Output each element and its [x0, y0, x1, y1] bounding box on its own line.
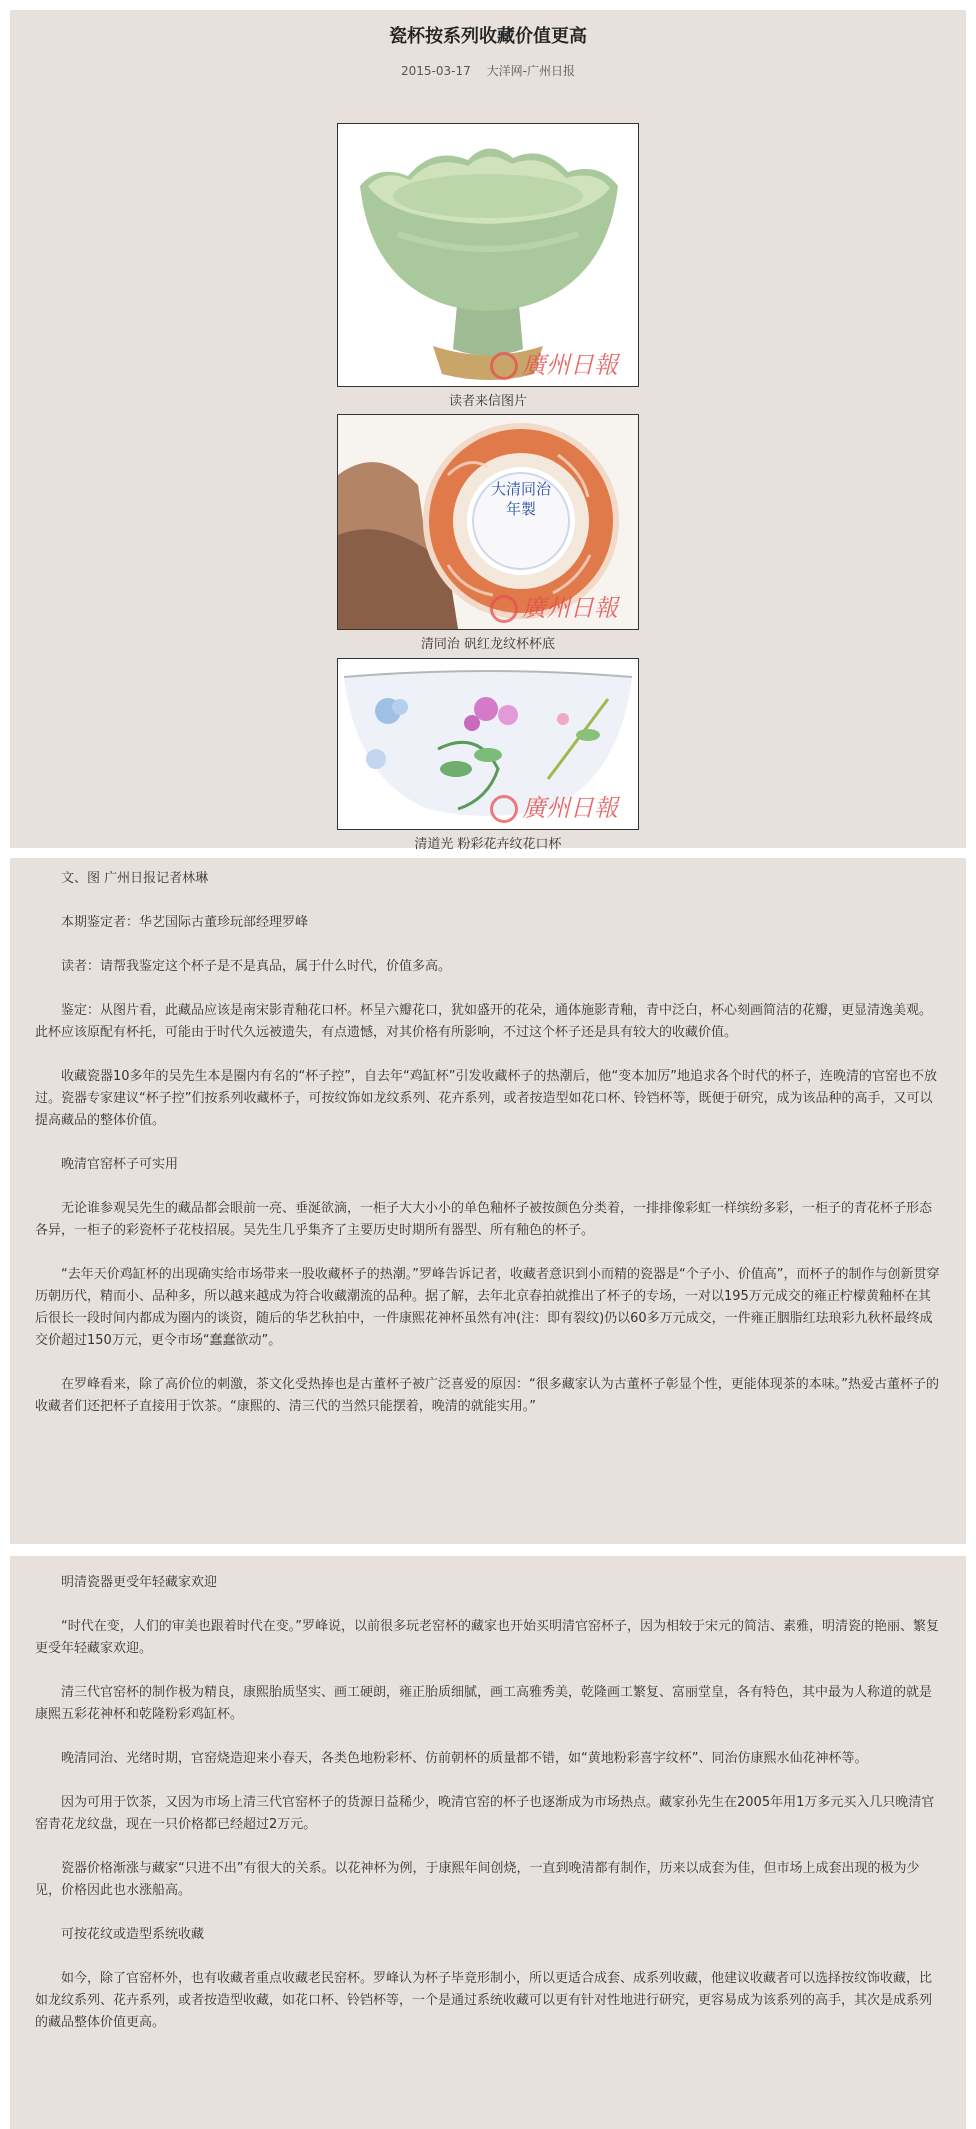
expert-line: 本期鉴定者：华艺国际古董珍玩部经理罗峰 — [61, 915, 309, 930]
article-body-1 — [35, 868, 941, 1440]
figure-3-caption: 清道光 粉彩花卉纹花口杯 — [414, 837, 562, 852]
figure-1 — [337, 123, 639, 409]
paragraph: “时代在变，人们的审美也跟着时代在变。”罗峰说，以前很多玩老窑杯的藏家也开始买明清官窑杯子，因为相较于宋元的简洁、素雅，明清瓷的艳丽、繁复更受年轻藏家欢迎。 — [35, 1619, 939, 1656]
paragraph: 清三代官窑杯的制作极为精良，康熙胎质坚实、画工硬朗，雍正胎质细腻，画工高雅秀美，乾隆画工繁复、富丽堂皇，各有特色，其中最为人称道的就是康熙五彩花神杯和乾隆粉彩鸡缸杯。 — [35, 1685, 933, 1722]
cup-photo-celadon[interactable] — [337, 123, 639, 387]
figure-3 — [337, 658, 639, 852]
article-date: 2015-03-17 — [401, 64, 471, 78]
figure-2 — [337, 414, 639, 652]
article-body-2 — [35, 1572, 941, 2056]
article-title: 瓷杯按系列收藏价值更高 — [389, 26, 587, 47]
watermark: 廣州日報 — [490, 788, 618, 824]
paragraph: 无论谁参观吴先生的藏品都会眼前一亮、垂涎欲滴，一柜子大大小小的单色釉杯子被按颜色分类着，一排排像彩虹一样缤纷多彩，一柜子的青花杯子形态各异，一柜子的彩瓷杯子花枝招展。吴先生几乎集齐了主要历史时期所有器型、所有釉色的杯子。 — [35, 1201, 933, 1238]
article-meta — [10, 62, 966, 79]
appraisal-paragraph: 鉴定：从图片看，此藏品应该是南宋影青釉花口杯。杯呈六瓣花口，犹如盛开的花朵，通体施影青釉，青中泛白，杯心刻画简洁的花瓣，更显清逸美观。此杯应该原配有杯托，可能由于时代久远被遗失，有点遗憾，对其价格有所影响，不过这个杯子还是具有较大的收藏价值。 — [35, 1003, 933, 1040]
paragraph: “去年天价鸡缸杯的出现确实给市场带来一股收藏杯子的热潮。”罗峰告诉记者，收藏者意识到小而精的瓷器是“个子小、价值高”，而杯子的制作与创新贯穿历朝历代，精而小、品种多，所以越来越成为符合收藏潮流的品种。据了解，去年北京春拍就推出了杯子的专场，一对以195万元成交的雍正柠檬黄釉杯在其后很长一段时间内都成为圈内的谈资，随后的华艺秋拍中，一件康熙花神杯虽然有冲(注：即有裂纹)仍以60多万元成交，一件雍正胭脂红珐琅彩九秋杯最终成交价超过150万元，更令市场“蠢蠢欲动”。 — [35, 1267, 940, 1348]
article-source: 大洋网-广州日报 — [486, 64, 575, 78]
paragraph: 如今，除了官窑杯外，也有收藏者重点收藏老民窑杯。罗峰认为杯子毕竟形制小，所以更适合成套、成系列收藏，他建议收藏者可以选择按纹饰收藏，比如龙纹系列、花卉系列，或者按造型收藏，如花口杯、铃铛杯等，一个是通过系统收藏可以更有针对性地进行研究，更容易成为该系列的高手，其次是成系列的藏品整体价值更高。 — [35, 1971, 933, 2030]
reign-mark: 大清同治年製 — [490, 480, 551, 518]
subheading-late-qing: 晚清官窑杯子可实用 — [61, 1157, 179, 1172]
cup-photo-base[interactable] — [337, 414, 639, 630]
article-header-panel — [10, 10, 966, 852]
cup-photo-famille-rose[interactable] — [337, 658, 639, 830]
subheading-ming-qing: 明清瓷器更受年轻藏家欢迎 — [61, 1575, 218, 1590]
paragraph: 在罗峰看来，除了高价位的刺激，茶文化受热捧也是古董杯子被广泛喜爱的原因：“很多藏家认为古董杯子彰显个性，更能体现茶的本味。”热爱古董杯子的收藏者们还把杯子直接用于饮茶。“康熙的、清三代的当然只能摆着，晚清的就能实用。” — [35, 1377, 939, 1414]
watermark: 廣州日報 — [490, 588, 618, 624]
paragraph: 晚清同治、光绪时期，官窑烧造迎来小春天，各类色地粉彩杯、仿前朝杯的质量都不错，如“黄地粉彩喜字纹杯”、同治仿康熙水仙花神杯等。 — [61, 1751, 868, 1766]
subheading-collect-by-series: 可按花纹或造型系统收藏 — [61, 1927, 205, 1942]
reader-question: 读者：请帮我鉴定这个杯子是不是真品，属于什么时代，价值多高。 — [61, 959, 452, 974]
figure-1-caption: 读者来信图片 — [448, 394, 527, 409]
collector-paragraph: 收藏瓷器10多年的吴先生本是圈内有名的“杯子控”，自去年“鸡缸杯”引发收藏杯子的热潮后，他“变本加厉”地追求各个时代的杯子，连晚清的官窑也不放过。瓷器专家建议“杯子控”们按系列收藏杯子，可按纹饰如龙纹系列、花卉系列，或者按造型如花口杯、铃铛杯等，既便于研究，成为该品种的高手，又可以提高藏品的整体价值。 — [35, 1069, 937, 1128]
byline: 文、图 广州日报记者林琳 — [61, 871, 209, 886]
watermark: 廣州日報 — [490, 345, 618, 381]
article-body-panel-1 — [10, 858, 966, 1544]
figure-2-caption: 清同治 矾红龙纹杯杯底 — [420, 637, 556, 652]
paragraph: 瓷器价格渐涨与藏家“只进不出”有很大的关系。以花神杯为例，于康熙年间创烧，一直到晚清都有制作，历来以成套为佳，但市场上成套出现的极为少见，价格因此也水涨船高。 — [35, 1861, 920, 1898]
paragraph: 因为可用于饮茶，又因为市场上清三代官窑杯子的货源日益稀少，晚清官窑的杯子也逐渐成为市场热点。藏家孙先生在2005年用1万多元买入几只晚清官窑青花龙纹盘，现在一只价格都已经超过2万元。 — [35, 1795, 935, 1832]
article-body-panel-2 — [10, 1556, 966, 2129]
